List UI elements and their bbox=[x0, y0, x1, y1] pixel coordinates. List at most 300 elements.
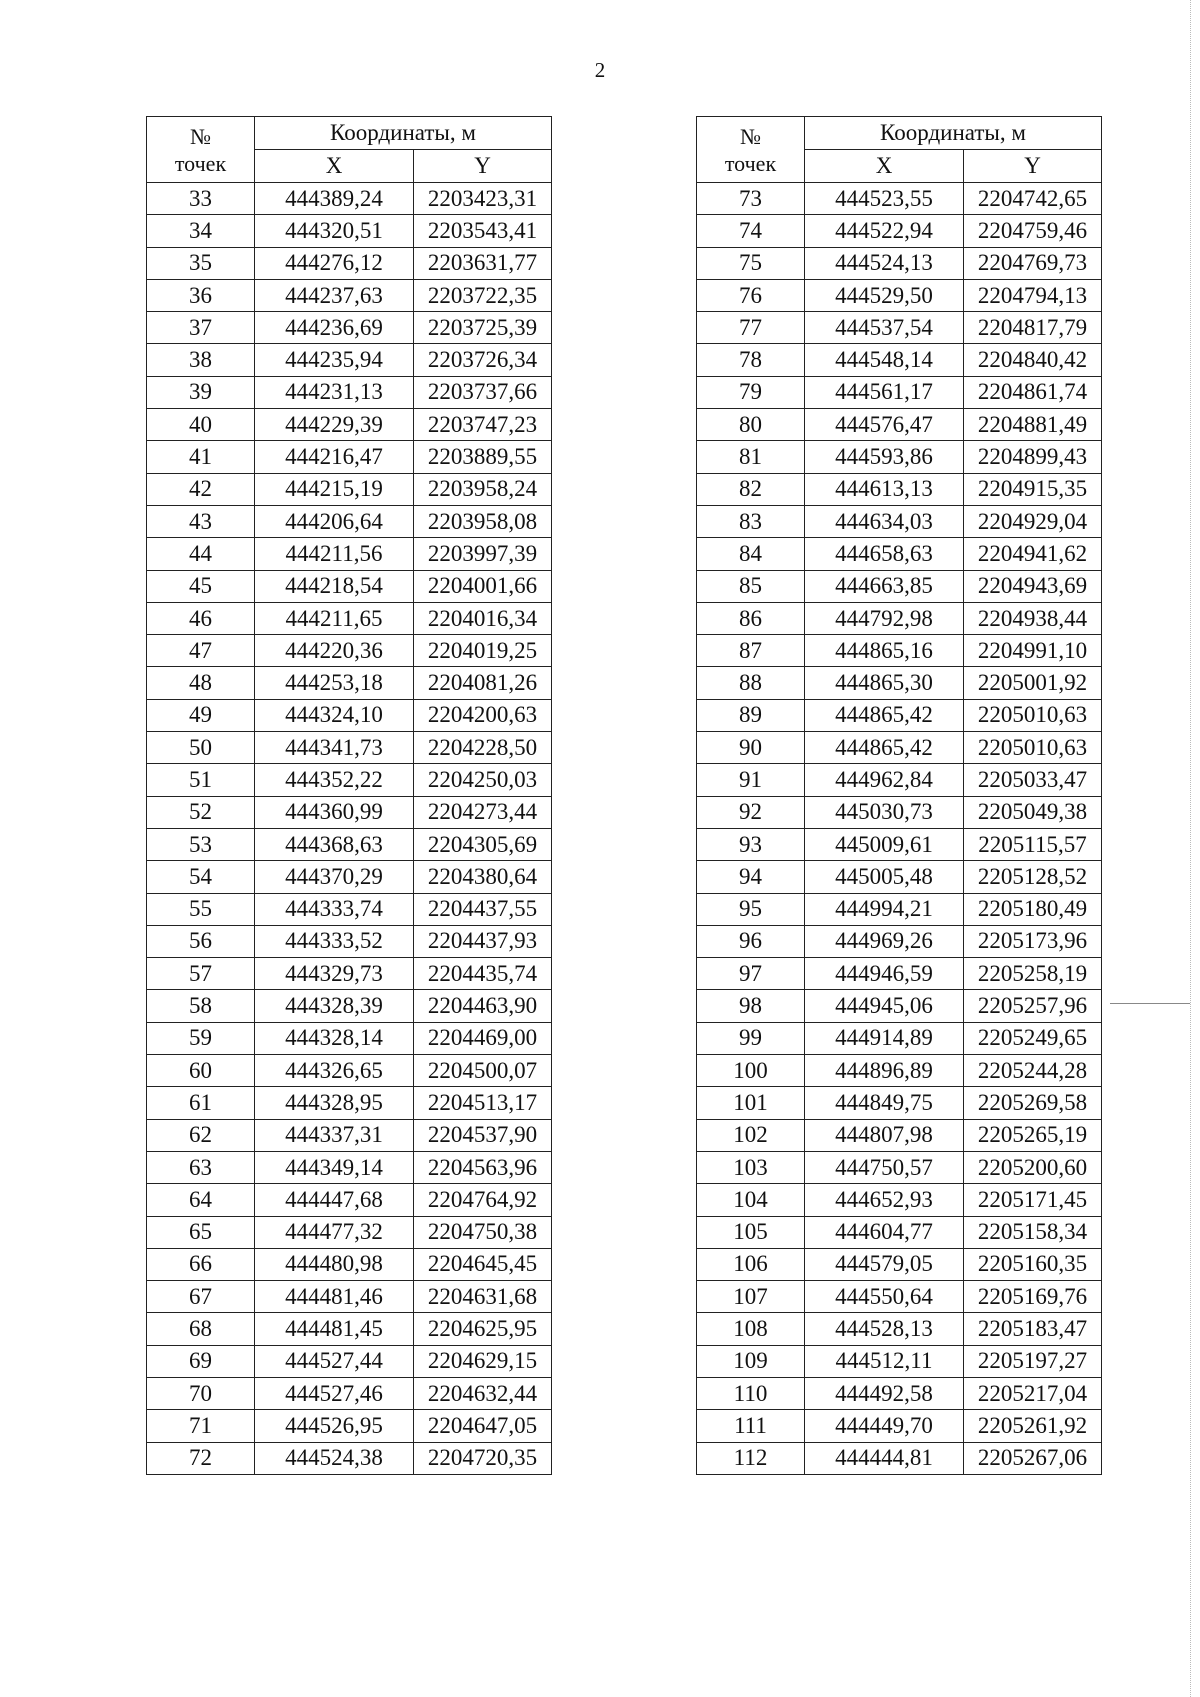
x-coordinate-cell: 444370,29 bbox=[255, 861, 414, 893]
y-coordinate-cell: 2204915,35 bbox=[964, 473, 1102, 505]
table-row bbox=[697, 1151, 1102, 1183]
table-row bbox=[147, 635, 552, 667]
y-coordinate-cell: 2205200,60 bbox=[964, 1151, 1102, 1183]
x-coordinate-cell: 444512,11 bbox=[805, 1345, 964, 1377]
table-row bbox=[697, 958, 1102, 990]
y-coordinate-cell: 2203958,08 bbox=[414, 505, 552, 537]
table-row bbox=[697, 990, 1102, 1022]
page-number: 2 bbox=[594, 58, 606, 82]
point-number-cell: 37 bbox=[147, 312, 255, 344]
table-row bbox=[697, 1119, 1102, 1151]
y-coordinate-cell: 2204629,15 bbox=[414, 1345, 552, 1377]
point-number-cell: 38 bbox=[147, 344, 255, 376]
point-number-cell: 104 bbox=[697, 1184, 805, 1216]
y-coordinate-cell: 2205160,35 bbox=[964, 1248, 1102, 1280]
x-coordinate-cell: 444658,63 bbox=[805, 538, 964, 570]
y-coordinate-cell: 2204929,04 bbox=[964, 505, 1102, 537]
point-number-cell: 80 bbox=[697, 409, 805, 441]
x-coordinate-cell: 444360,99 bbox=[255, 796, 414, 828]
point-number-cell: 94 bbox=[697, 861, 805, 893]
x-coordinate-cell: 444236,69 bbox=[255, 312, 414, 344]
x-coordinate-cell: 444634,03 bbox=[805, 505, 964, 537]
x-coordinate-cell: 445005,48 bbox=[805, 861, 964, 893]
point-number-cell: 85 bbox=[697, 570, 805, 602]
y-coordinate-cell: 2203726,34 bbox=[414, 344, 552, 376]
table-row bbox=[147, 1151, 552, 1183]
x-coordinate-cell: 444865,30 bbox=[805, 667, 964, 699]
x-coordinate-cell: 444337,31 bbox=[255, 1119, 414, 1151]
x-coordinate-cell: 444969,26 bbox=[805, 925, 964, 957]
x-coordinate-cell: 445030,73 bbox=[805, 796, 964, 828]
table-row bbox=[697, 764, 1102, 796]
x-coordinate-cell: 444579,05 bbox=[805, 1248, 964, 1280]
y-coordinate-cell: 2205010,63 bbox=[964, 699, 1102, 731]
point-number-cell: 91 bbox=[697, 764, 805, 796]
x-coordinate-cell: 444216,47 bbox=[255, 441, 414, 473]
table-row bbox=[147, 344, 552, 376]
y-coordinate-cell: 2204943,69 bbox=[964, 570, 1102, 602]
point-number-cell: 83 bbox=[697, 505, 805, 537]
table-right-body bbox=[697, 183, 1102, 1475]
table-row bbox=[697, 1377, 1102, 1409]
x-coordinate-cell: 444576,47 bbox=[805, 409, 964, 441]
point-number-cell: 65 bbox=[147, 1216, 255, 1248]
point-number-cell: 87 bbox=[697, 635, 805, 667]
y-coordinate-cell: 2204625,95 bbox=[414, 1313, 552, 1345]
table-row bbox=[147, 409, 552, 441]
x-coordinate-cell: 444276,12 bbox=[255, 247, 414, 279]
y-coordinate-cell: 2205169,76 bbox=[964, 1281, 1102, 1313]
y-coordinate-cell: 2204742,65 bbox=[964, 183, 1102, 215]
table-row bbox=[697, 796, 1102, 828]
x-coordinate-cell: 444750,57 bbox=[805, 1151, 964, 1183]
point-number-cell: 82 bbox=[697, 473, 805, 505]
table-row bbox=[147, 473, 552, 505]
point-number-cell: 46 bbox=[147, 602, 255, 634]
y-coordinate-cell: 2203889,55 bbox=[414, 441, 552, 473]
table-row bbox=[147, 279, 552, 311]
x-coordinate-cell: 444328,95 bbox=[255, 1087, 414, 1119]
x-coordinate-cell: 444527,46 bbox=[255, 1377, 414, 1409]
x-coordinate-cell: 444444,81 bbox=[805, 1442, 964, 1474]
y-coordinate-cell: 2205033,47 bbox=[964, 764, 1102, 796]
y-coordinate-cell: 2204500,07 bbox=[414, 1055, 552, 1087]
x-coordinate-cell: 444352,22 bbox=[255, 764, 414, 796]
y-coordinate-cell: 2204513,17 bbox=[414, 1087, 552, 1119]
x-coordinate-cell: 444220,36 bbox=[255, 635, 414, 667]
y-coordinate-cell: 2204631,68 bbox=[414, 1281, 552, 1313]
y-coordinate-cell: 2204469,00 bbox=[414, 1022, 552, 1054]
x-coordinate-cell: 444215,19 bbox=[255, 473, 414, 505]
table-row bbox=[697, 441, 1102, 473]
table-row bbox=[147, 312, 552, 344]
y-coordinate-cell: 2204750,38 bbox=[414, 1216, 552, 1248]
scan-edge-line bbox=[1190, 0, 1191, 1697]
y-coordinate-cell: 2204991,10 bbox=[964, 635, 1102, 667]
y-coordinate-cell: 2204647,05 bbox=[414, 1410, 552, 1442]
point-number-cell: 63 bbox=[147, 1151, 255, 1183]
point-number-cell: 55 bbox=[147, 893, 255, 925]
header-x: X bbox=[255, 150, 414, 183]
point-number-cell: 105 bbox=[697, 1216, 805, 1248]
coordinates-table-left bbox=[146, 116, 552, 1475]
table-row bbox=[147, 602, 552, 634]
point-number-cell: 110 bbox=[697, 1377, 805, 1409]
point-number-cell: 52 bbox=[147, 796, 255, 828]
x-coordinate-cell: 444524,13 bbox=[805, 247, 964, 279]
point-number-cell: 111 bbox=[697, 1410, 805, 1442]
point-number-cell: 78 bbox=[697, 344, 805, 376]
table-row bbox=[147, 796, 552, 828]
table-row bbox=[147, 570, 552, 602]
x-coordinate-cell: 444481,45 bbox=[255, 1313, 414, 1345]
point-number-cell: 95 bbox=[697, 893, 805, 925]
y-coordinate-cell: 2205244,28 bbox=[964, 1055, 1102, 1087]
point-number-cell: 101 bbox=[697, 1087, 805, 1119]
x-coordinate-cell: 444523,55 bbox=[805, 183, 964, 215]
point-number-cell: 35 bbox=[147, 247, 255, 279]
x-coordinate-cell: 444528,13 bbox=[805, 1313, 964, 1345]
x-coordinate-cell: 444792,98 bbox=[805, 602, 964, 634]
table-row bbox=[697, 828, 1102, 860]
point-number-cell: 75 bbox=[697, 247, 805, 279]
table-row bbox=[697, 635, 1102, 667]
x-coordinate-cell: 444663,85 bbox=[805, 570, 964, 602]
y-coordinate-cell: 2203722,35 bbox=[414, 279, 552, 311]
y-coordinate-cell: 2205180,49 bbox=[964, 893, 1102, 925]
y-coordinate-cell: 2205257,96 bbox=[964, 990, 1102, 1022]
y-coordinate-cell: 2205217,04 bbox=[964, 1377, 1102, 1409]
point-number-cell: 99 bbox=[697, 1022, 805, 1054]
table-row bbox=[697, 215, 1102, 247]
y-coordinate-cell: 2204720,35 bbox=[414, 1442, 552, 1474]
y-coordinate-cell: 2203543,41 bbox=[414, 215, 552, 247]
x-coordinate-cell: 444896,89 bbox=[805, 1055, 964, 1087]
table-row bbox=[697, 667, 1102, 699]
x-coordinate-cell: 444527,44 bbox=[255, 1345, 414, 1377]
y-coordinate-cell: 2203747,23 bbox=[414, 409, 552, 441]
y-coordinate-cell: 2205173,96 bbox=[964, 925, 1102, 957]
table-row bbox=[697, 1022, 1102, 1054]
point-number-cell: 53 bbox=[147, 828, 255, 860]
y-coordinate-cell: 2203725,39 bbox=[414, 312, 552, 344]
y-coordinate-cell: 2203958,24 bbox=[414, 473, 552, 505]
table-row bbox=[147, 1087, 552, 1119]
x-coordinate-cell: 444604,77 bbox=[805, 1216, 964, 1248]
x-coordinate-cell: 444522,94 bbox=[805, 215, 964, 247]
y-coordinate-cell: 2204250,03 bbox=[414, 764, 552, 796]
table-row bbox=[697, 279, 1102, 311]
point-number-cell: 48 bbox=[147, 667, 255, 699]
point-number-cell: 108 bbox=[697, 1313, 805, 1345]
table-row bbox=[697, 1442, 1102, 1474]
point-number-cell: 36 bbox=[147, 279, 255, 311]
point-number-cell: 86 bbox=[697, 602, 805, 634]
header-point-number-label: № точек bbox=[724, 123, 777, 176]
point-number-cell: 64 bbox=[147, 1184, 255, 1216]
table-row bbox=[697, 312, 1102, 344]
y-coordinate-cell: 2204764,92 bbox=[414, 1184, 552, 1216]
x-coordinate-cell: 444477,32 bbox=[255, 1216, 414, 1248]
y-coordinate-cell: 2204019,25 bbox=[414, 635, 552, 667]
x-coordinate-cell: 444946,59 bbox=[805, 958, 964, 990]
point-number-cell: 84 bbox=[697, 538, 805, 570]
table-row bbox=[697, 1345, 1102, 1377]
table-row bbox=[147, 247, 552, 279]
y-coordinate-cell: 2205001,92 bbox=[964, 667, 1102, 699]
table-row bbox=[147, 1313, 552, 1345]
x-coordinate-cell: 444324,10 bbox=[255, 699, 414, 731]
x-coordinate-cell: 444994,21 bbox=[805, 893, 964, 925]
x-coordinate-cell: 444524,38 bbox=[255, 1442, 414, 1474]
y-coordinate-cell: 2205265,19 bbox=[964, 1119, 1102, 1151]
header-y: Y bbox=[964, 150, 1102, 183]
point-number-cell: 106 bbox=[697, 1248, 805, 1280]
y-coordinate-cell: 2205197,27 bbox=[964, 1345, 1102, 1377]
x-coordinate-cell: 444253,18 bbox=[255, 667, 414, 699]
y-coordinate-cell: 2204001,66 bbox=[414, 570, 552, 602]
point-number-cell: 88 bbox=[697, 667, 805, 699]
y-coordinate-cell: 2204305,69 bbox=[414, 828, 552, 860]
table-row bbox=[147, 1377, 552, 1409]
y-coordinate-cell: 2204463,90 bbox=[414, 990, 552, 1022]
y-coordinate-cell: 2204081,26 bbox=[414, 667, 552, 699]
y-coordinate-cell: 2204794,13 bbox=[964, 279, 1102, 311]
y-coordinate-cell: 2204840,42 bbox=[964, 344, 1102, 376]
point-number-cell: 102 bbox=[697, 1119, 805, 1151]
x-coordinate-cell: 444945,06 bbox=[805, 990, 964, 1022]
y-coordinate-cell: 2204861,74 bbox=[964, 376, 1102, 408]
y-coordinate-cell: 2203737,66 bbox=[414, 376, 552, 408]
x-coordinate-cell: 444529,50 bbox=[805, 279, 964, 311]
point-number-cell: 67 bbox=[147, 1281, 255, 1313]
table-row bbox=[147, 925, 552, 957]
y-coordinate-cell: 2205128,52 bbox=[964, 861, 1102, 893]
y-coordinate-cell: 2203423,31 bbox=[414, 183, 552, 215]
coordinates-table-right bbox=[696, 116, 1102, 1475]
x-coordinate-cell: 444328,14 bbox=[255, 1022, 414, 1054]
point-number-cell: 57 bbox=[147, 958, 255, 990]
x-coordinate-cell: 444211,65 bbox=[255, 602, 414, 634]
point-number-cell: 39 bbox=[147, 376, 255, 408]
table-row bbox=[697, 570, 1102, 602]
table-row bbox=[697, 925, 1102, 957]
x-coordinate-cell: 445009,61 bbox=[805, 828, 964, 860]
x-coordinate-cell: 444449,70 bbox=[805, 1410, 964, 1442]
y-coordinate-cell: 2204200,63 bbox=[414, 699, 552, 731]
table-row bbox=[697, 1184, 1102, 1216]
point-number-cell: 107 bbox=[697, 1281, 805, 1313]
table-row bbox=[147, 732, 552, 764]
x-coordinate-cell: 444349,14 bbox=[255, 1151, 414, 1183]
table-row bbox=[697, 893, 1102, 925]
header-point-number bbox=[697, 117, 805, 183]
table-row bbox=[147, 441, 552, 473]
x-coordinate-cell: 444865,42 bbox=[805, 699, 964, 731]
point-number-cell: 54 bbox=[147, 861, 255, 893]
table-row bbox=[147, 1442, 552, 1474]
x-coordinate-cell: 444962,84 bbox=[805, 764, 964, 796]
point-number-cell: 40 bbox=[147, 409, 255, 441]
point-number-cell: 109 bbox=[697, 1345, 805, 1377]
point-number-cell: 61 bbox=[147, 1087, 255, 1119]
x-coordinate-cell: 444329,73 bbox=[255, 958, 414, 990]
x-coordinate-cell: 444206,64 bbox=[255, 505, 414, 537]
table-row bbox=[147, 538, 552, 570]
x-coordinate-cell: 444865,16 bbox=[805, 635, 964, 667]
y-coordinate-cell: 2204645,45 bbox=[414, 1248, 552, 1280]
x-coordinate-cell: 444320,51 bbox=[255, 215, 414, 247]
x-coordinate-cell: 444914,89 bbox=[805, 1022, 964, 1054]
table-row bbox=[147, 505, 552, 537]
point-number-cell: 112 bbox=[697, 1442, 805, 1474]
x-coordinate-cell: 444865,42 bbox=[805, 732, 964, 764]
header-y: Y bbox=[414, 150, 552, 183]
x-coordinate-cell: 444526,95 bbox=[255, 1410, 414, 1442]
point-number-cell: 68 bbox=[147, 1313, 255, 1345]
table-row bbox=[147, 828, 552, 860]
x-coordinate-cell: 444333,52 bbox=[255, 925, 414, 957]
table-row bbox=[147, 215, 552, 247]
x-coordinate-cell: 444211,56 bbox=[255, 538, 414, 570]
table-row bbox=[147, 893, 552, 925]
header-point-number-label: № точек bbox=[174, 123, 227, 176]
point-number-cell: 103 bbox=[697, 1151, 805, 1183]
point-number-cell: 98 bbox=[697, 990, 805, 1022]
point-number-cell: 58 bbox=[147, 990, 255, 1022]
y-coordinate-cell: 2205171,45 bbox=[964, 1184, 1102, 1216]
y-coordinate-cell: 2204817,79 bbox=[964, 312, 1102, 344]
point-number-cell: 93 bbox=[697, 828, 805, 860]
table-row bbox=[697, 409, 1102, 441]
point-number-cell: 59 bbox=[147, 1022, 255, 1054]
point-number-cell: 47 bbox=[147, 635, 255, 667]
point-number-cell: 71 bbox=[147, 1410, 255, 1442]
point-number-cell: 70 bbox=[147, 1377, 255, 1409]
table-row bbox=[697, 344, 1102, 376]
x-coordinate-cell: 444548,14 bbox=[805, 344, 964, 376]
y-coordinate-cell: 2205261,92 bbox=[964, 1410, 1102, 1442]
x-coordinate-cell: 444550,64 bbox=[805, 1281, 964, 1313]
y-coordinate-cell: 2205269,58 bbox=[964, 1087, 1102, 1119]
y-coordinate-cell: 2203631,77 bbox=[414, 247, 552, 279]
x-coordinate-cell: 444561,17 bbox=[805, 376, 964, 408]
x-coordinate-cell: 444447,68 bbox=[255, 1184, 414, 1216]
point-number-cell: 41 bbox=[147, 441, 255, 473]
table-row bbox=[147, 183, 552, 215]
y-coordinate-cell: 2205049,38 bbox=[964, 796, 1102, 828]
point-number-cell: 76 bbox=[697, 279, 805, 311]
point-number-cell: 69 bbox=[147, 1345, 255, 1377]
point-number-cell: 49 bbox=[147, 699, 255, 731]
point-number-cell: 97 bbox=[697, 958, 805, 990]
point-number-cell: 50 bbox=[147, 732, 255, 764]
table-row bbox=[697, 1281, 1102, 1313]
table-row bbox=[147, 376, 552, 408]
table-row bbox=[147, 1055, 552, 1087]
table-left-body bbox=[147, 183, 552, 1475]
point-number-cell: 79 bbox=[697, 376, 805, 408]
table-row bbox=[697, 538, 1102, 570]
point-number-cell: 33 bbox=[147, 183, 255, 215]
x-coordinate-cell: 444229,39 bbox=[255, 409, 414, 441]
point-number-cell: 74 bbox=[697, 215, 805, 247]
table-row bbox=[697, 1055, 1102, 1087]
y-coordinate-cell: 2204941,62 bbox=[964, 538, 1102, 570]
table-row bbox=[697, 732, 1102, 764]
table-row bbox=[697, 1216, 1102, 1248]
x-coordinate-cell: 444537,54 bbox=[805, 312, 964, 344]
point-number-cell: 92 bbox=[697, 796, 805, 828]
table-row bbox=[697, 1410, 1102, 1442]
x-coordinate-cell: 444368,63 bbox=[255, 828, 414, 860]
x-coordinate-cell: 444326,65 bbox=[255, 1055, 414, 1087]
y-coordinate-cell: 2204437,55 bbox=[414, 893, 552, 925]
point-number-cell: 72 bbox=[147, 1442, 255, 1474]
table-row bbox=[147, 699, 552, 731]
header-coordinates: Координаты, м bbox=[255, 117, 552, 150]
point-number-cell: 89 bbox=[697, 699, 805, 731]
point-number-cell: 34 bbox=[147, 215, 255, 247]
table-row bbox=[147, 667, 552, 699]
y-coordinate-cell: 2205267,06 bbox=[964, 1442, 1102, 1474]
y-coordinate-cell: 2204899,43 bbox=[964, 441, 1102, 473]
x-coordinate-cell: 444235,94 bbox=[255, 344, 414, 376]
x-coordinate-cell: 444613,13 bbox=[805, 473, 964, 505]
point-number-cell: 45 bbox=[147, 570, 255, 602]
table-row bbox=[697, 183, 1102, 215]
y-coordinate-cell: 2204769,73 bbox=[964, 247, 1102, 279]
x-coordinate-cell: 444480,98 bbox=[255, 1248, 414, 1280]
table-row bbox=[697, 376, 1102, 408]
table-row bbox=[147, 1216, 552, 1248]
header-x: X bbox=[805, 150, 964, 183]
table-row bbox=[147, 1248, 552, 1280]
y-coordinate-cell: 2204632,44 bbox=[414, 1377, 552, 1409]
scan-mark-line bbox=[1110, 1003, 1190, 1004]
header-coordinates: Координаты, м bbox=[805, 117, 1102, 150]
y-coordinate-cell: 2204273,44 bbox=[414, 796, 552, 828]
y-coordinate-cell: 2204437,93 bbox=[414, 925, 552, 957]
x-coordinate-cell: 444807,98 bbox=[805, 1119, 964, 1151]
table-row bbox=[697, 1313, 1102, 1345]
table-row bbox=[697, 699, 1102, 731]
point-number-cell: 73 bbox=[697, 183, 805, 215]
table-row bbox=[147, 861, 552, 893]
y-coordinate-cell: 2204881,49 bbox=[964, 409, 1102, 441]
x-coordinate-cell: 444231,13 bbox=[255, 376, 414, 408]
header-point-number bbox=[147, 117, 255, 183]
point-number-cell: 42 bbox=[147, 473, 255, 505]
point-number-cell: 96 bbox=[697, 925, 805, 957]
table-row bbox=[147, 990, 552, 1022]
y-coordinate-cell: 2205249,65 bbox=[964, 1022, 1102, 1054]
y-coordinate-cell: 2204759,46 bbox=[964, 215, 1102, 247]
y-coordinate-cell: 2205115,57 bbox=[964, 828, 1102, 860]
table-row bbox=[697, 1087, 1102, 1119]
x-coordinate-cell: 444492,58 bbox=[805, 1377, 964, 1409]
y-coordinate-cell: 2205010,63 bbox=[964, 732, 1102, 764]
y-coordinate-cell: 2204016,34 bbox=[414, 602, 552, 634]
point-number-cell: 51 bbox=[147, 764, 255, 796]
y-coordinate-cell: 2204938,44 bbox=[964, 602, 1102, 634]
point-number-cell: 44 bbox=[147, 538, 255, 570]
y-coordinate-cell: 2204435,74 bbox=[414, 958, 552, 990]
x-coordinate-cell: 444341,73 bbox=[255, 732, 414, 764]
x-coordinate-cell: 444333,74 bbox=[255, 893, 414, 925]
point-number-cell: 90 bbox=[697, 732, 805, 764]
point-number-cell: 81 bbox=[697, 441, 805, 473]
